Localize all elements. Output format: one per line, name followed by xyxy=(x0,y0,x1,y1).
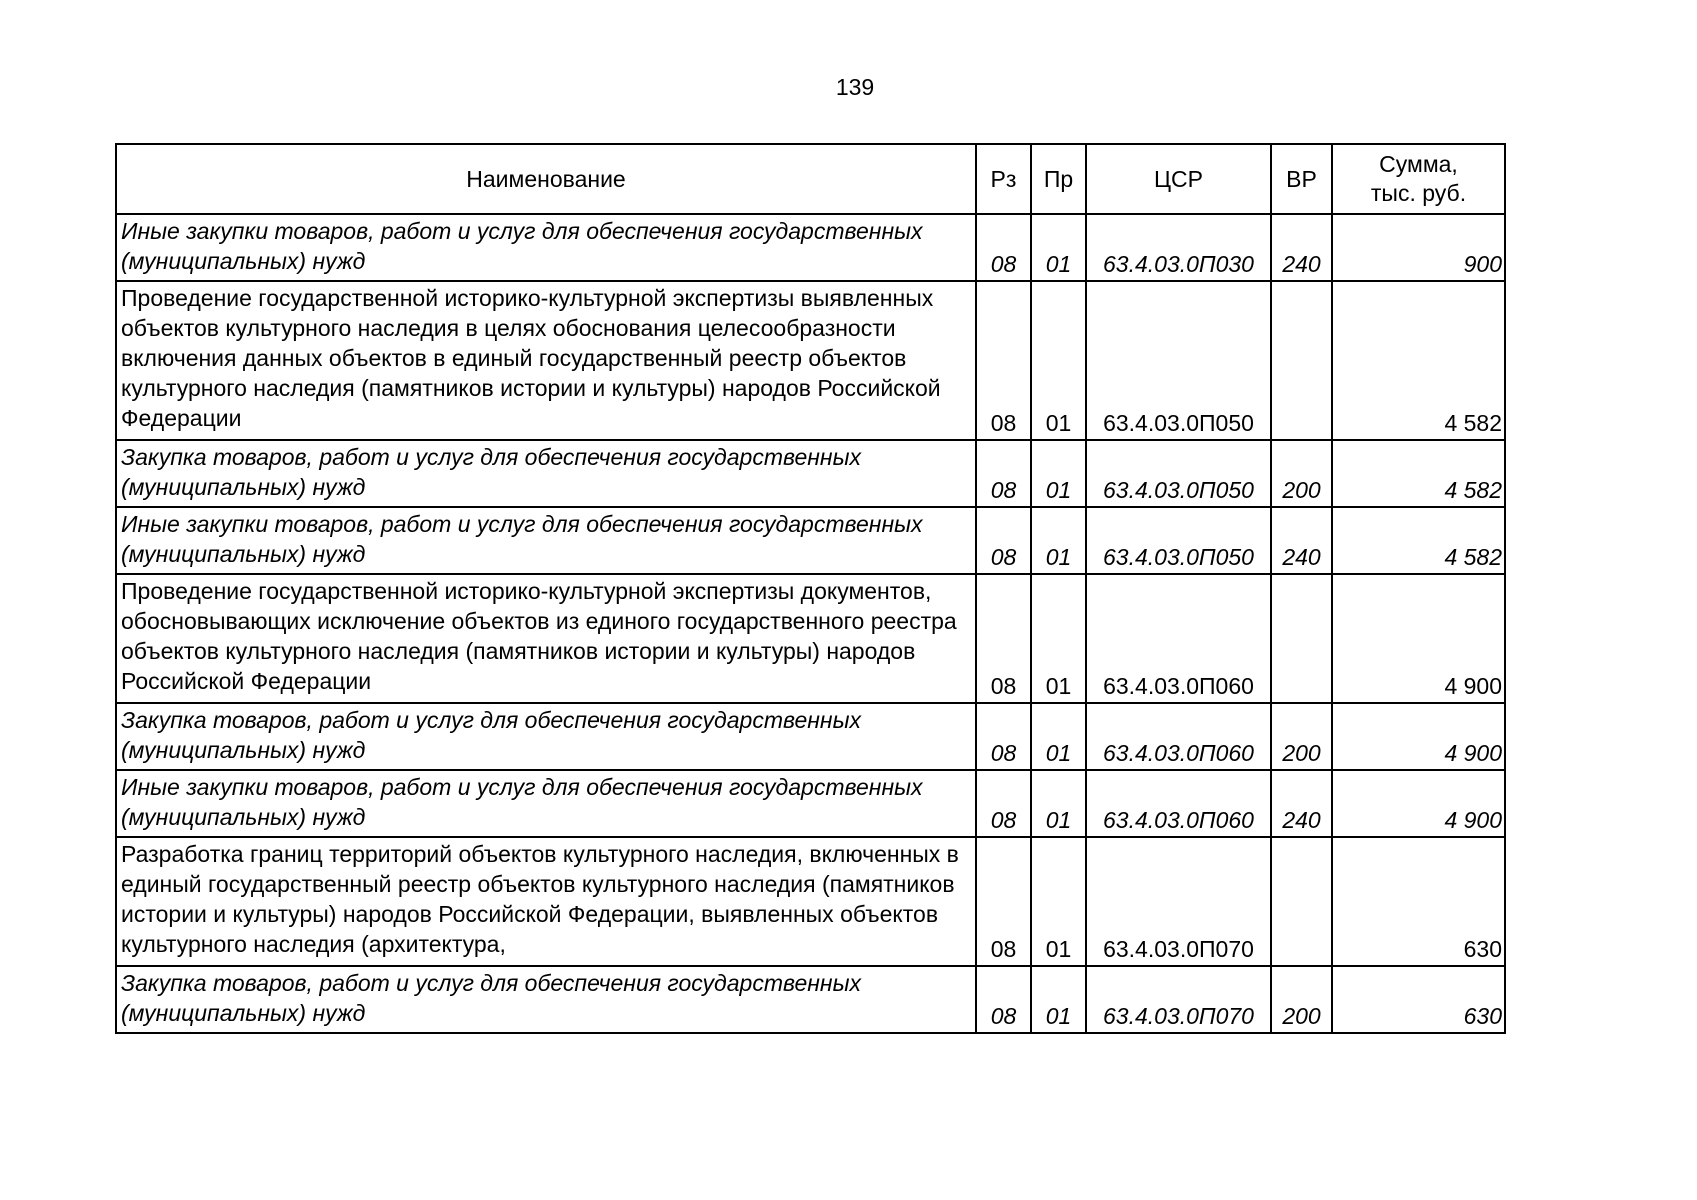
row-csr: 63.4.03.0П050 xyxy=(1086,507,1271,574)
row-pr: 01 xyxy=(1031,214,1086,281)
header-name: Наименование xyxy=(116,144,976,214)
header-rz: Рз xyxy=(976,144,1031,214)
row-sum: 900 xyxy=(1332,214,1505,281)
row-sum: 4 900 xyxy=(1332,574,1505,703)
row-pr: 01 xyxy=(1031,507,1086,574)
row-pr: 01 xyxy=(1031,440,1086,507)
row-vr xyxy=(1271,281,1332,440)
page-number: 139 xyxy=(835,74,875,100)
header-csr: ЦСР xyxy=(1086,144,1271,214)
row-name: Проведение государственной историко-культурной экспертизы выявленных объектов культурного наследия в целях обоснования целесообразности включения данных объектов в единый государственный реестр объектов культурного наследия (памятников истории и культуры) народов Российской Федерации xyxy=(116,281,976,440)
row-vr: 240 xyxy=(1271,507,1332,574)
table-row xyxy=(116,770,1505,837)
row-pr: 01 xyxy=(1031,703,1086,770)
row-name: Закупка товаров, работ и услуг для обеспечения государственных (муниципальных) нужд xyxy=(116,440,976,507)
row-csr: 63.4.03.0П050 xyxy=(1086,281,1271,440)
row-name: Закупка товаров, работ и услуг для обеспечения государственных (муниципальных) нужд xyxy=(116,703,976,770)
row-sum: 630 xyxy=(1332,966,1505,1033)
row-name: Разработка границ территорий объектов культурного наследия, включенных в единый государственный реестр объектов культурного наследия (памятников истории и культуры) народов Российской Федерации, выявленных объектов культурного наследия (архитектура, xyxy=(121,841,959,957)
table-row xyxy=(116,507,1505,574)
row-rz: 08 xyxy=(976,966,1031,1033)
row-sum: 4 582 xyxy=(1332,440,1505,507)
header-sum xyxy=(1332,144,1505,214)
row-vr: 200 xyxy=(1271,966,1332,1033)
row-csr: 63.4.03.0П070 xyxy=(1086,837,1271,966)
table-row xyxy=(116,281,1505,440)
header-sum-line1: Сумма, xyxy=(1379,151,1458,177)
row-csr: 63.4.03.0П050 xyxy=(1086,440,1271,507)
table-header-row xyxy=(116,144,1505,214)
row-sum: 4 582 xyxy=(1332,281,1505,440)
header-pr: Пр xyxy=(1031,144,1086,214)
row-rz: 08 xyxy=(976,214,1031,281)
row-vr xyxy=(1271,837,1332,966)
table-row xyxy=(116,214,1505,281)
table-row xyxy=(116,703,1505,770)
row-csr: 63.4.03.0П030 xyxy=(1086,214,1271,281)
row-rz: 08 xyxy=(976,507,1031,574)
row-name: Закупка товаров, работ и услуг для обеспечения государственных (муниципальных) нужд xyxy=(116,966,976,1033)
row-rz: 08 xyxy=(976,574,1031,703)
row-sum: 4 900 xyxy=(1332,703,1505,770)
row-name: Проведение государственной историко-культурной экспертизы документов, обосновывающих исключение объектов из единого государственного реестра объектов культурного наследия (памятников истории и культуры) народов Российской Федерации xyxy=(116,574,976,703)
row-rz: 08 xyxy=(976,770,1031,837)
row-rz: 08 xyxy=(976,281,1031,440)
table-row xyxy=(116,574,1505,703)
row-sum: 630 xyxy=(1332,837,1505,966)
row-pr: 01 xyxy=(1031,281,1086,440)
row-rz: 08 xyxy=(976,703,1031,770)
row-pr: 01 xyxy=(1031,574,1086,703)
row-vr: 200 xyxy=(1271,703,1332,770)
row-vr: 200 xyxy=(1271,440,1332,507)
row-name-cell xyxy=(116,837,976,966)
header-vr: ВР xyxy=(1271,144,1332,214)
row-sum: 4 900 xyxy=(1332,770,1505,837)
row-csr: 63.4.03.0П060 xyxy=(1086,703,1271,770)
table-row xyxy=(116,440,1505,507)
row-csr: 63.4.03.0П070 xyxy=(1086,966,1271,1033)
row-sum: 4 582 xyxy=(1332,507,1505,574)
row-name: Иные закупки товаров, работ и услуг для обеспечения государственных (муниципальных) нужд xyxy=(116,507,976,574)
row-name: Иные закупки товаров, работ и услуг для обеспечения государственных (муниципальных) нужд xyxy=(116,770,976,837)
row-rz: 08 xyxy=(976,837,1031,966)
row-csr: 63.4.03.0П060 xyxy=(1086,770,1271,837)
row-vr xyxy=(1271,574,1332,703)
row-pr: 01 xyxy=(1031,770,1086,837)
row-pr: 01 xyxy=(1031,966,1086,1033)
row-vr: 240 xyxy=(1271,770,1332,837)
budget-table xyxy=(115,143,1506,1034)
row-rz: 08 xyxy=(976,440,1031,507)
table-row xyxy=(116,837,1505,966)
row-csr: 63.4.03.0П060 xyxy=(1086,574,1271,703)
row-vr: 240 xyxy=(1271,214,1332,281)
row-pr: 01 xyxy=(1031,837,1086,966)
table-row xyxy=(116,966,1505,1033)
header-sum-line2: тыс. руб. xyxy=(1370,180,1467,206)
row-name: Иные закупки товаров, работ и услуг для обеспечения государственных (муниципальных) нужд xyxy=(116,214,976,281)
